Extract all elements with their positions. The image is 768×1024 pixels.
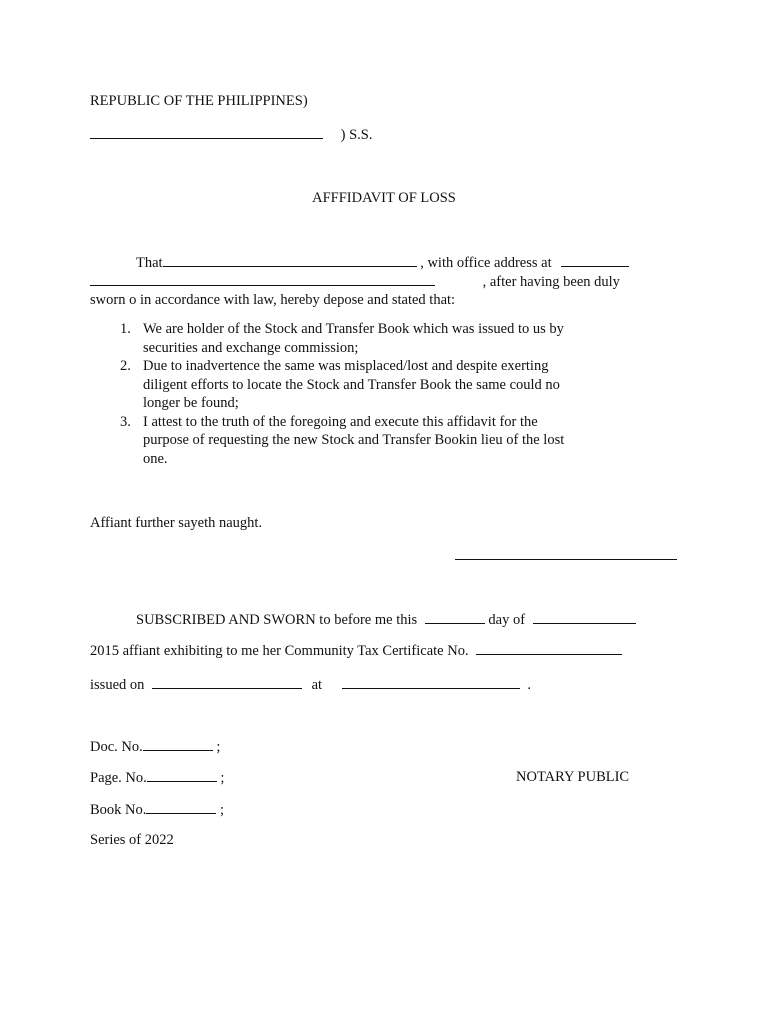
doc-no-label: Doc. No. — [90, 739, 143, 755]
period: . — [527, 677, 531, 693]
republic-header: REPUBLIC OF THE PHILIPPINES) — [90, 93, 308, 109]
subscribed-label: SUBSCRIBED AND SWORN to before me this — [136, 612, 418, 628]
intro-line-2 — [90, 272, 620, 291]
statement-number: 1. — [120, 321, 131, 337]
statement-line: We are holder of the Stock and Transfer Book which was issued to us by — [143, 321, 564, 337]
jurat-line-2 — [90, 641, 622, 660]
statement-item — [116, 320, 676, 357]
issued-on-label: issued on — [90, 677, 145, 693]
doc-semicolon: ; — [216, 739, 221, 755]
statement-item — [116, 357, 676, 413]
doc-no-line — [90, 737, 220, 756]
statements-list — [116, 320, 676, 468]
issued-date-blank — [152, 675, 302, 689]
statement-item — [116, 413, 676, 469]
page-no-label: Page. No. — [90, 770, 147, 786]
intro-line-3: sworn o in accordance with law, hereby depose and stated that: — [90, 292, 456, 308]
statement-line: Due to inadvertence the same was misplaced/lost and despite exerting — [143, 358, 549, 374]
address-blank-1 — [561, 253, 629, 267]
book-semicolon: ; — [220, 802, 225, 818]
document-title: AFFFIDAVIT OF LOSS — [312, 190, 456, 206]
ss-label: ) S.S. — [340, 127, 373, 143]
venue-line — [90, 125, 372, 144]
ctc-number-blank — [476, 641, 622, 655]
page-semicolon: ; — [220, 770, 225, 786]
statement-line: longer be found; — [143, 395, 239, 411]
statement-line: securities and exchange commission; — [143, 339, 359, 356]
book-no-line — [90, 800, 224, 819]
jurat-line-1 — [136, 610, 636, 629]
issued-place-blank — [342, 675, 520, 689]
book-no-label: Book No. — [90, 802, 147, 818]
office-address-label: , with office address at — [420, 255, 552, 271]
at-label: at — [311, 677, 323, 693]
page-no-blank — [147, 768, 217, 782]
day-of-label: day of — [488, 612, 526, 628]
ctc-label: 2015 affiant exhibiting to me her Community Tax Certificate No. — [90, 643, 469, 659]
affiant-naught: Affiant further sayeth naught. — [90, 515, 263, 531]
signature-blank — [455, 546, 677, 560]
duly-sworn-label: , after having been duly — [482, 274, 620, 290]
venue-blank — [90, 125, 323, 139]
address-blank-2 — [90, 272, 435, 286]
day-blank — [425, 610, 485, 624]
statement-number: 2. — [120, 358, 131, 374]
statement-line: diligent efforts to locate the Stock and Transfer Book the same could no — [143, 376, 560, 393]
statement-line: purpose of requesting the new Stock and Transfer Bookin lieu of the lost — [143, 432, 565, 448]
page-no-line — [90, 768, 224, 787]
statement-line: one. — [143, 450, 168, 467]
notary-public-label: NOTARY PUBLIC — [516, 769, 630, 785]
statement-line: I attest to the truth of the foregoing and execute this affidavit for the — [143, 413, 538, 430]
statement-number: 3. — [120, 413, 131, 430]
doc-no-blank — [143, 737, 213, 751]
series-label: Series of 2022 — [90, 832, 174, 848]
intro-line-1 — [136, 253, 629, 272]
that-label: That — [136, 255, 163, 271]
affiant-signature-line — [455, 546, 677, 565]
affiant-name-blank — [163, 253, 417, 267]
book-no-blank — [146, 800, 216, 814]
month-blank — [533, 610, 636, 624]
jurat-line-3 — [90, 675, 531, 694]
